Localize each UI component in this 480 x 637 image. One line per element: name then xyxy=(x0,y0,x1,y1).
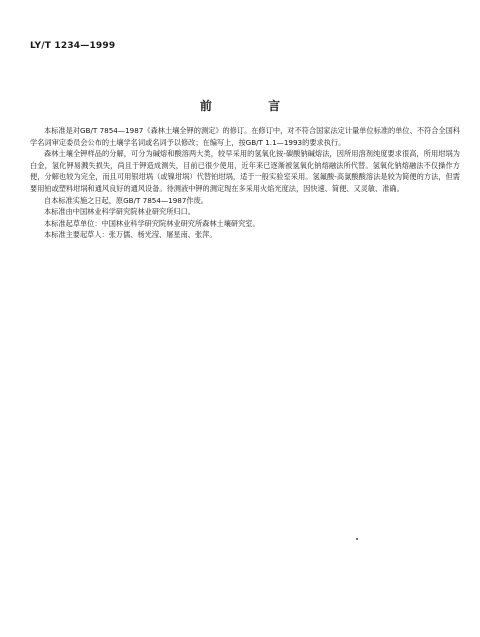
paragraph-methods: 森林土壤全钾样品的分解，可分为碱熔和酸溶两大类，较早采用的氢氧化铵-碳酸钠碱熔法，因所用溶剂纯度要求很高，所用坩埚为白金，氢化钾易溅失损失，尚且于钾造成测失，目前已很少使用，近年来已逐渐被氢氧化钠熔融法所代替。氢氧化钠熔融法不仅操作方便，分解也较为完全，而且可用银坩埚（或镍坩埚）代替铂坩埚，适于一般实验室采用。氢氟酸-高氯酸酸溶法是较为简便的方法，但需要用铂或塑料坩埚和通风良好的通风设备。待测液中钾的测定现在多采用火焰光度法，因快速、简便、又灵敏、准确。 xyxy=(30,149,460,193)
paragraph-drafters: 本标准主要起草人：张万儒、杨光滢、屠星南、张萍。 xyxy=(44,230,217,240)
paragraph-administered-by: 本标准由中国林业科学研究院林业研究所归口。 xyxy=(44,207,195,217)
paragraph-drafting-unit: 本标准起草单位：中国林业科学研究院林业研究所森林土壤研究室。 xyxy=(44,218,260,228)
scan-dot xyxy=(356,538,358,540)
standard-code: LY/T 1234—1999 xyxy=(30,41,116,51)
paragraph-supersedes: 自本标准实施之日起，原GB/T 7854—1987作废。 xyxy=(44,195,208,205)
foreword-body xyxy=(30,125,460,241)
paragraph-revision: 本标准是对GB/T 7854—1987《森林土壤全钾的测定》的修订。在修订中，对不符合国家法定计量单位标准的单位、不符合全国科学名词审定委员会公布的土壤学名词或名词予以修改；在编写上，按GB/T 1.1—1993的要求执行。 xyxy=(30,126,460,147)
page-title: 前 言 xyxy=(199,99,307,113)
